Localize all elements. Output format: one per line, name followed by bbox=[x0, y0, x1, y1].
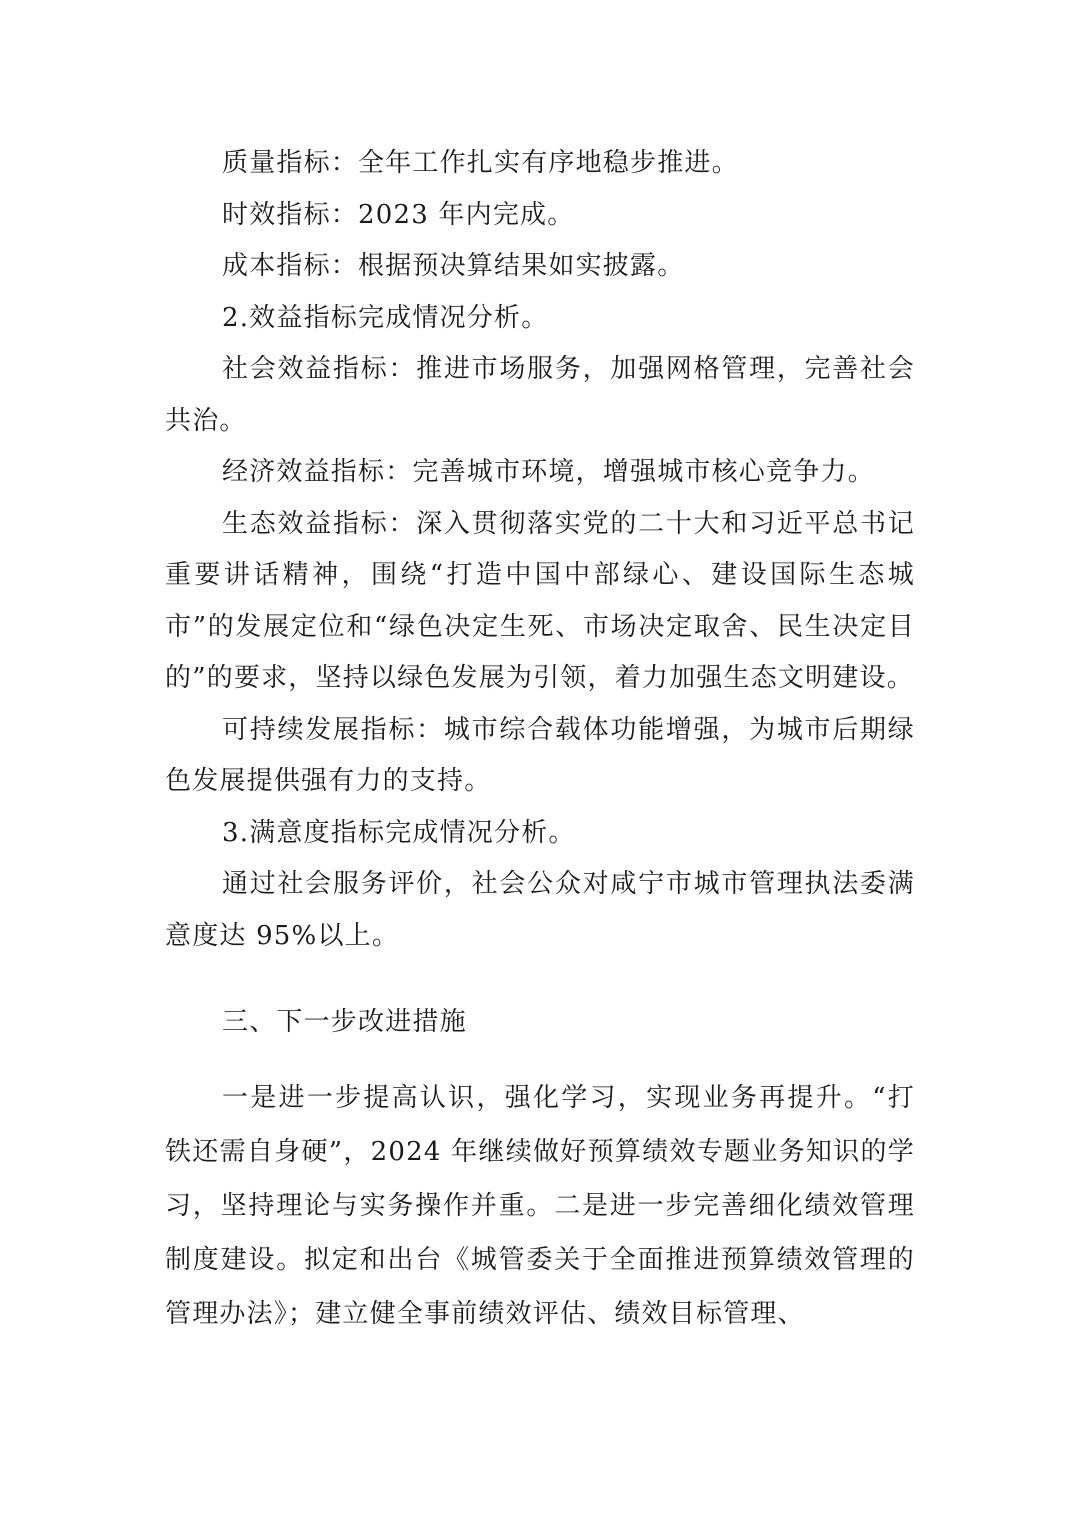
paragraph-cost-indicator: 成本指标：根据预决算结果如实披露。 bbox=[222, 251, 685, 281]
paragraph-social-benefit: 社会效益指标：推进市场服务，加强网格管理，完善社会共治。 bbox=[165, 354, 915, 436]
paragraph-satisfaction: 通过社会服务评价，社会公众对咸宁市城市管理执法委满意度达 95%以上。 bbox=[165, 869, 915, 951]
subheading-benefit-analysis: 2.效益指标完成情况分析。 bbox=[222, 302, 549, 333]
section-heading-wrapper bbox=[165, 997, 915, 1049]
section-heading: 三、下一步改进措施 bbox=[222, 1007, 467, 1037]
subheading-satisfaction-analysis: 3.满意度指标完成情况分析。 bbox=[222, 817, 576, 848]
paragraph-sustainability: 可持续发展指标：城市综合载体功能增强，为城市后期绿色发展提供强有力的支持。 bbox=[165, 714, 915, 796]
paragraph-ecological-benefit: 生态效益指标：深入贯彻落实党的二十大和习近平总书记重要讲话精神，围绕“打造中国中部绿心、建设国际生态城市”的发展定位和“绿色决定生死、市场决定取舍、民生决定目的”的要求，坚持以绿色发展为引领，着力加强生态文明建设。 bbox=[165, 508, 915, 693]
paragraph-quality-indicator: 质量指标：全年工作扎实有序地稳步推进。 bbox=[222, 148, 739, 178]
body-text-section-2 bbox=[165, 138, 915, 962]
paragraph-economic-benefit: 经济效益指标：完善城市环境，增强城市核心竞争力。 bbox=[222, 457, 875, 487]
paragraph-improvement-measures: 一是进一步提高认识，强化学习，实现业务再提升。“打铁还需自身硬”，2024 年继续做好预算绩效专题业务知识的学习，坚持理论与实务操作并重。二是进一步完善细化绩效管理制度建设。拟定和出台《城管委关于全面推进预算绩效管理的管理办法》；建立健全事前绩效评估、绩效目标管理、 bbox=[165, 1083, 915, 1329]
paragraph-timeliness-indicator: 时效指标：2023 年内完成。 bbox=[222, 199, 575, 230]
body-text-section-3 bbox=[165, 1071, 915, 1341]
